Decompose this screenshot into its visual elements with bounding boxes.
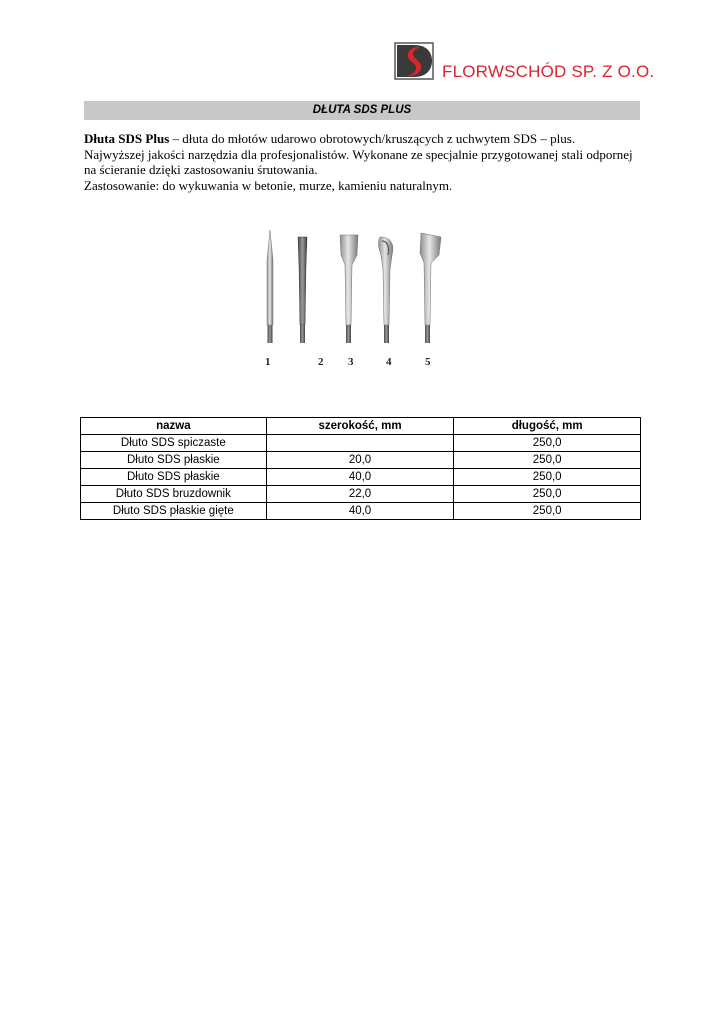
chisel-label-3: 3 — [348, 356, 354, 368]
cell-nazwa: Dłuto SDS płaskie — [81, 469, 267, 486]
chisel-label-2: 2 — [318, 356, 324, 368]
cell-nazwa: Dłuto SDS płaskie — [81, 452, 267, 469]
intro-line-2: Najwyższej jakości narzędzia dla profesjonalistów. Wykonane ze specjalnie przygotowanej stali odpornej na ścieranie dzięki zastosowaniu śrutowania. — [84, 146, 633, 177]
chisel-5-bent-wide — [420, 233, 441, 343]
cell-szerokosc: 40,0 — [266, 503, 454, 520]
section-title: DŁUTA SDS PLUS — [84, 101, 640, 120]
table-row — [81, 469, 641, 486]
cell-szerokosc: 22,0 — [266, 486, 454, 503]
company-logo — [394, 42, 434, 80]
header-dlugosc: długość, mm — [454, 418, 641, 435]
table-row — [81, 452, 641, 469]
cell-dlugosc: 250,0 — [454, 486, 641, 503]
chisel-label-4: 4 — [386, 356, 392, 368]
cell-nazwa: Dłuto SDS spiczaste — [81, 435, 267, 452]
table-row — [81, 503, 641, 520]
cell-dlugosc: 250,0 — [454, 469, 641, 486]
table-row — [81, 435, 641, 452]
company-name: FLORWSCHÓD SP. Z O.O. — [442, 62, 655, 81]
table-row — [81, 486, 641, 503]
cell-dlugosc: 250,0 — [454, 452, 641, 469]
product-name: Dłuta SDS Plus — [84, 131, 170, 146]
header-szerokosc: szerokość, mm — [266, 418, 454, 435]
spec-table — [80, 417, 641, 520]
intro-text — [84, 131, 640, 193]
cell-dlugosc: 250,0 — [454, 435, 641, 452]
cell-dlugosc: 250,0 — [454, 503, 641, 520]
header-nazwa: nazwa — [81, 418, 267, 435]
chisels-photo — [255, 225, 445, 373]
chisel-label-5: 5 — [425, 356, 431, 368]
chisel-2-flat — [298, 237, 307, 343]
table-header-row — [81, 418, 641, 435]
chisel-1-pointed — [267, 230, 273, 343]
intro-line-3: Zastosowanie: do wykuwania w betonie, murze, kamieniu naturalnym. — [84, 177, 453, 193]
cell-szerokosc: 20,0 — [266, 452, 454, 469]
cell-szerokosc: 40,0 — [266, 469, 454, 486]
cell-szerokosc — [266, 435, 454, 452]
chisel-4-gouge — [378, 237, 392, 343]
cell-nazwa: Dłuto SDS bruzdownik — [81, 486, 267, 503]
chisel-3-wide-flat — [340, 235, 358, 343]
chisel-label-1: 1 — [265, 356, 271, 368]
intro-line-1: – dłuta do młotów udarowo obrotowych/kruszących z uchwytem SDS – plus. — [169, 131, 576, 146]
cell-nazwa: Dłuto SDS płaskie gięte — [81, 503, 267, 520]
